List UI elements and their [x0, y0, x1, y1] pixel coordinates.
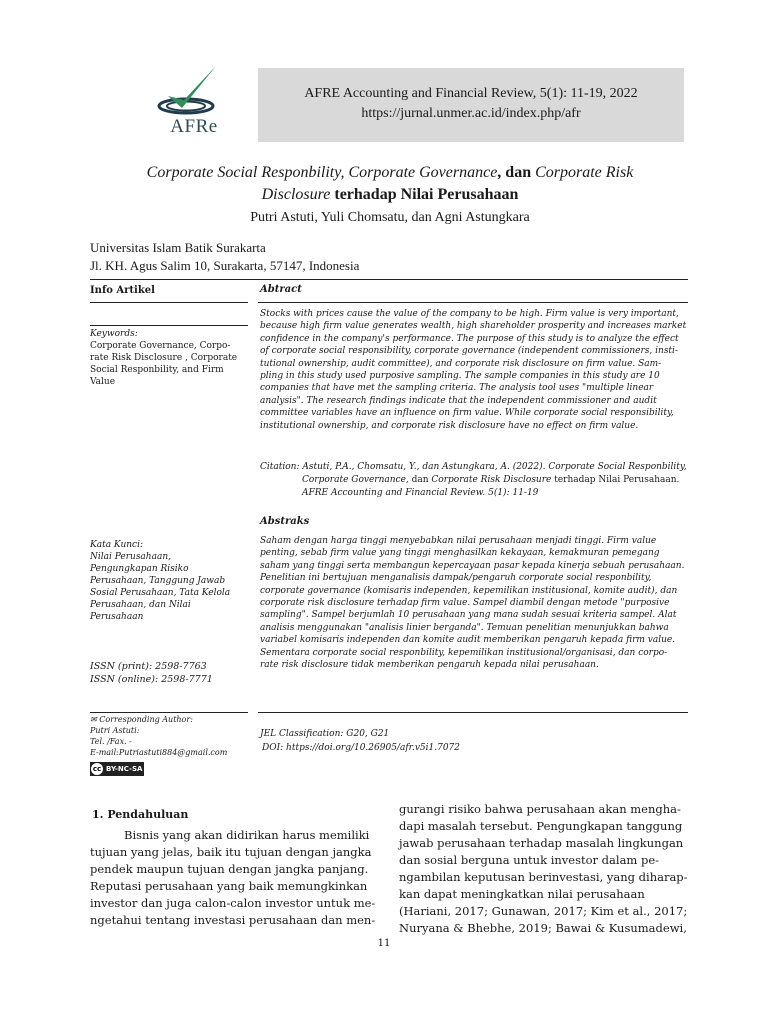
keywords-line-4: Value [90, 377, 116, 387]
citation-block: Citation: Astuti, P.A., Chomsatu, Y., dan Astungkara, A. (2022). Corporate Social Responbility, Corporate Governance, dan Corporate Risk Disclosure terhadap Nilai Perusahaan. AFRE Accounting and Financial Review. 5(1): 11-19 [260, 462, 687, 498]
jel-classification: JEL Classification: G20, G21 [260, 729, 390, 739]
jel-doi-block [260, 727, 688, 755]
kata-kunci-line-1: Nilai Perusahaan, [90, 552, 171, 562]
info-artikel-heading: Info Artikel [90, 285, 155, 296]
keywords-line-2: rate Risk Disclosure , Corporate [90, 353, 238, 363]
abstract-body: Stocks with prices cause the value of the company to be high. Firm value is very important, because high firm value generates wealth, high shareholder prosperity and increases market confidence in the company's performance. The purpose of this study is to analyze the effect of corporate social responsibility, corporate governance (independent commissioners, insti- tutional ownership, audit committee), and corporate risk disclosure on firm value. Sam- pling in this study used purposive sampling. The sample companies in this study are 10 companies that have met the sampling criteria. The analysis tool uses "multiple linear analysis". The research findings indicate that the independent commissioner and audit committee variables have an influence on firm value. While corporate social responsibility, institutional ownership, and corporate risk disclosure have no effect on firm value. [260, 309, 687, 431]
abstraks-body: Saham dengan harga tinggi menyebabkan nilai perusahaan menjadi tinggi. Firm value penting, sebab firm value yang tinggi menghasilkan kekayaan, kemakmuran pemegang saham yang tinggi serta membangun kepercayaan pasar kepada kinerja sebuah perusahaan. Penelitian ini bertujuan menganalisis dampak/pengaruh corporate social responbility, corporate governance (komisaris independen, kepemilikan institusional, komite audit), dan corporate risk disclosure terhadap firm value. Sampel diambil dengan metode "purposive sampling". Sampel berjumlah 10 perusahaan yang mana sudah sesuai kriteria sampel. Alat analisis menggunakan "analisis linier berganda". Temuan penelitian menunjukkan bahwa variabel komisaris independen dan komite audit memberikan pengaruh kepada firm value. Sementara corporate social responbility, kepemilikan institusional/organisasi, dan corpo- rate risk disclosure tidak memberikan pengaruh kepada nilai perusahaan. [260, 536, 685, 671]
cc-icon: cc [92, 765, 102, 773]
section-heading-pendahuluan: 1. Pendahuluan [92, 808, 189, 821]
abstraks-heading: Abstraks [260, 516, 310, 527]
journal-url[interactable]: https://jurnal.unmer.ac.id/index.php/afr [361, 106, 581, 121]
journal-header [258, 68, 684, 142]
logo-text: AFRe [170, 116, 218, 137]
keywords-block: Keywords: Corporate Governance, Corpo- rate Risk Disclosure , Corporate Social Responbility, and Firm Value [90, 328, 245, 388]
issn-online: ISSN (online): 2598-7771 [90, 674, 213, 685]
intro-left-column: Bisnis yang akan didirikan harus memiliki tujuan yang jelas, baik itu tujuan dengan jangka pendek maupun tujuan dengan jangka panjang. Reputasi perusahaan yang baik memungkinkan investor dan juga calon-calon investor untuk me- ngetahui tentang investasi perusahaan dan men- [90, 828, 376, 927]
kata-kunci-line-2: Pengungkapan Risiko [90, 564, 189, 574]
top-rule [90, 279, 688, 280]
kata-kunci-block: Kata Kunci: Nilai Perusahaan, Pengungkapan Risiko Perusahaan, Tanggung Jawab Sosial Perusahaan, Tata Kelola Perusahaan, dan Nilai Perusahaan [90, 539, 245, 623]
mail-icon: ✉ [90, 715, 97, 724]
authors: Putri Astuti, Yuli Chomsatu, dan Agni Astungkara [250, 210, 530, 225]
jel-rule [258, 712, 688, 713]
kata-kunci-line-4: Sosial Perusahaan, Tata Kelola [90, 588, 231, 598]
keywords-line-3: Social Responbility, and Firm [90, 365, 224, 375]
article-title: Corporate Social Responbility, Corporate Governance, dan Corporate Risk Disclosure terhadap Nilai Perusahaan [146, 164, 634, 203]
kata-kunci-line-3: Perusahaan, Tanggung Jawab [90, 576, 226, 586]
journal-citation: AFRE Accounting and Financial Review, 5(1): 11-19, 2022 [304, 86, 638, 101]
corresponding-block: ✉ Corresponding Author: Putri Astuti: Tel. /Fax. - E-mail:Putriastuti884@gmail.com [90, 714, 245, 758]
corr-rule [90, 712, 248, 713]
page-number: 11 [377, 938, 391, 949]
abstract-heading: Abtract [260, 284, 302, 295]
keywords-rule [90, 325, 248, 326]
address: Jl. KH. Agus Salim 10, Surakarta, 57147, Indonesia [90, 258, 360, 273]
doi-link[interactable]: DOI: https://doi.org/10.26905/afr.v5i1.7072 [262, 743, 461, 753]
abstract-rule [258, 302, 688, 303]
corr-email[interactable]: E-mail:Putriastuti884@gmail.com [90, 748, 228, 757]
affiliation: Universitas Islam Batik Surakarta [90, 240, 266, 255]
kata-kunci-line-5: Perusahaan, dan Nilai [90, 600, 191, 610]
intro-right-column: gurangi risiko bahwa perusahaan akan mengha- dapi masalah tersebut. Pengungkapan tanggung jawab perusahaan terhadap masalah lingkungan dan sosial berguna untuk investor dalam pe- ngambilan keputusan berinvestasi, yang diharap- kan dapat meningkatkan nilai perusahaan (Hariani, 2017; Gunawan, 2017; Kim et al., 2017; Nuryana & Bhebhe, 2019; Bawai & Kusumadewi, [399, 802, 688, 935]
info-rule [90, 302, 248, 303]
keywords-line-1: Corporate Governance, Corpo- [90, 341, 231, 351]
issn-print: ISSN (print): 2598-7763 [90, 661, 207, 672]
issn-block [90, 660, 245, 686]
kata-kunci-line-6: Perusahaan [90, 612, 144, 622]
cc-license-badge[interactable]: cc BY-NC-SA [90, 762, 144, 776]
